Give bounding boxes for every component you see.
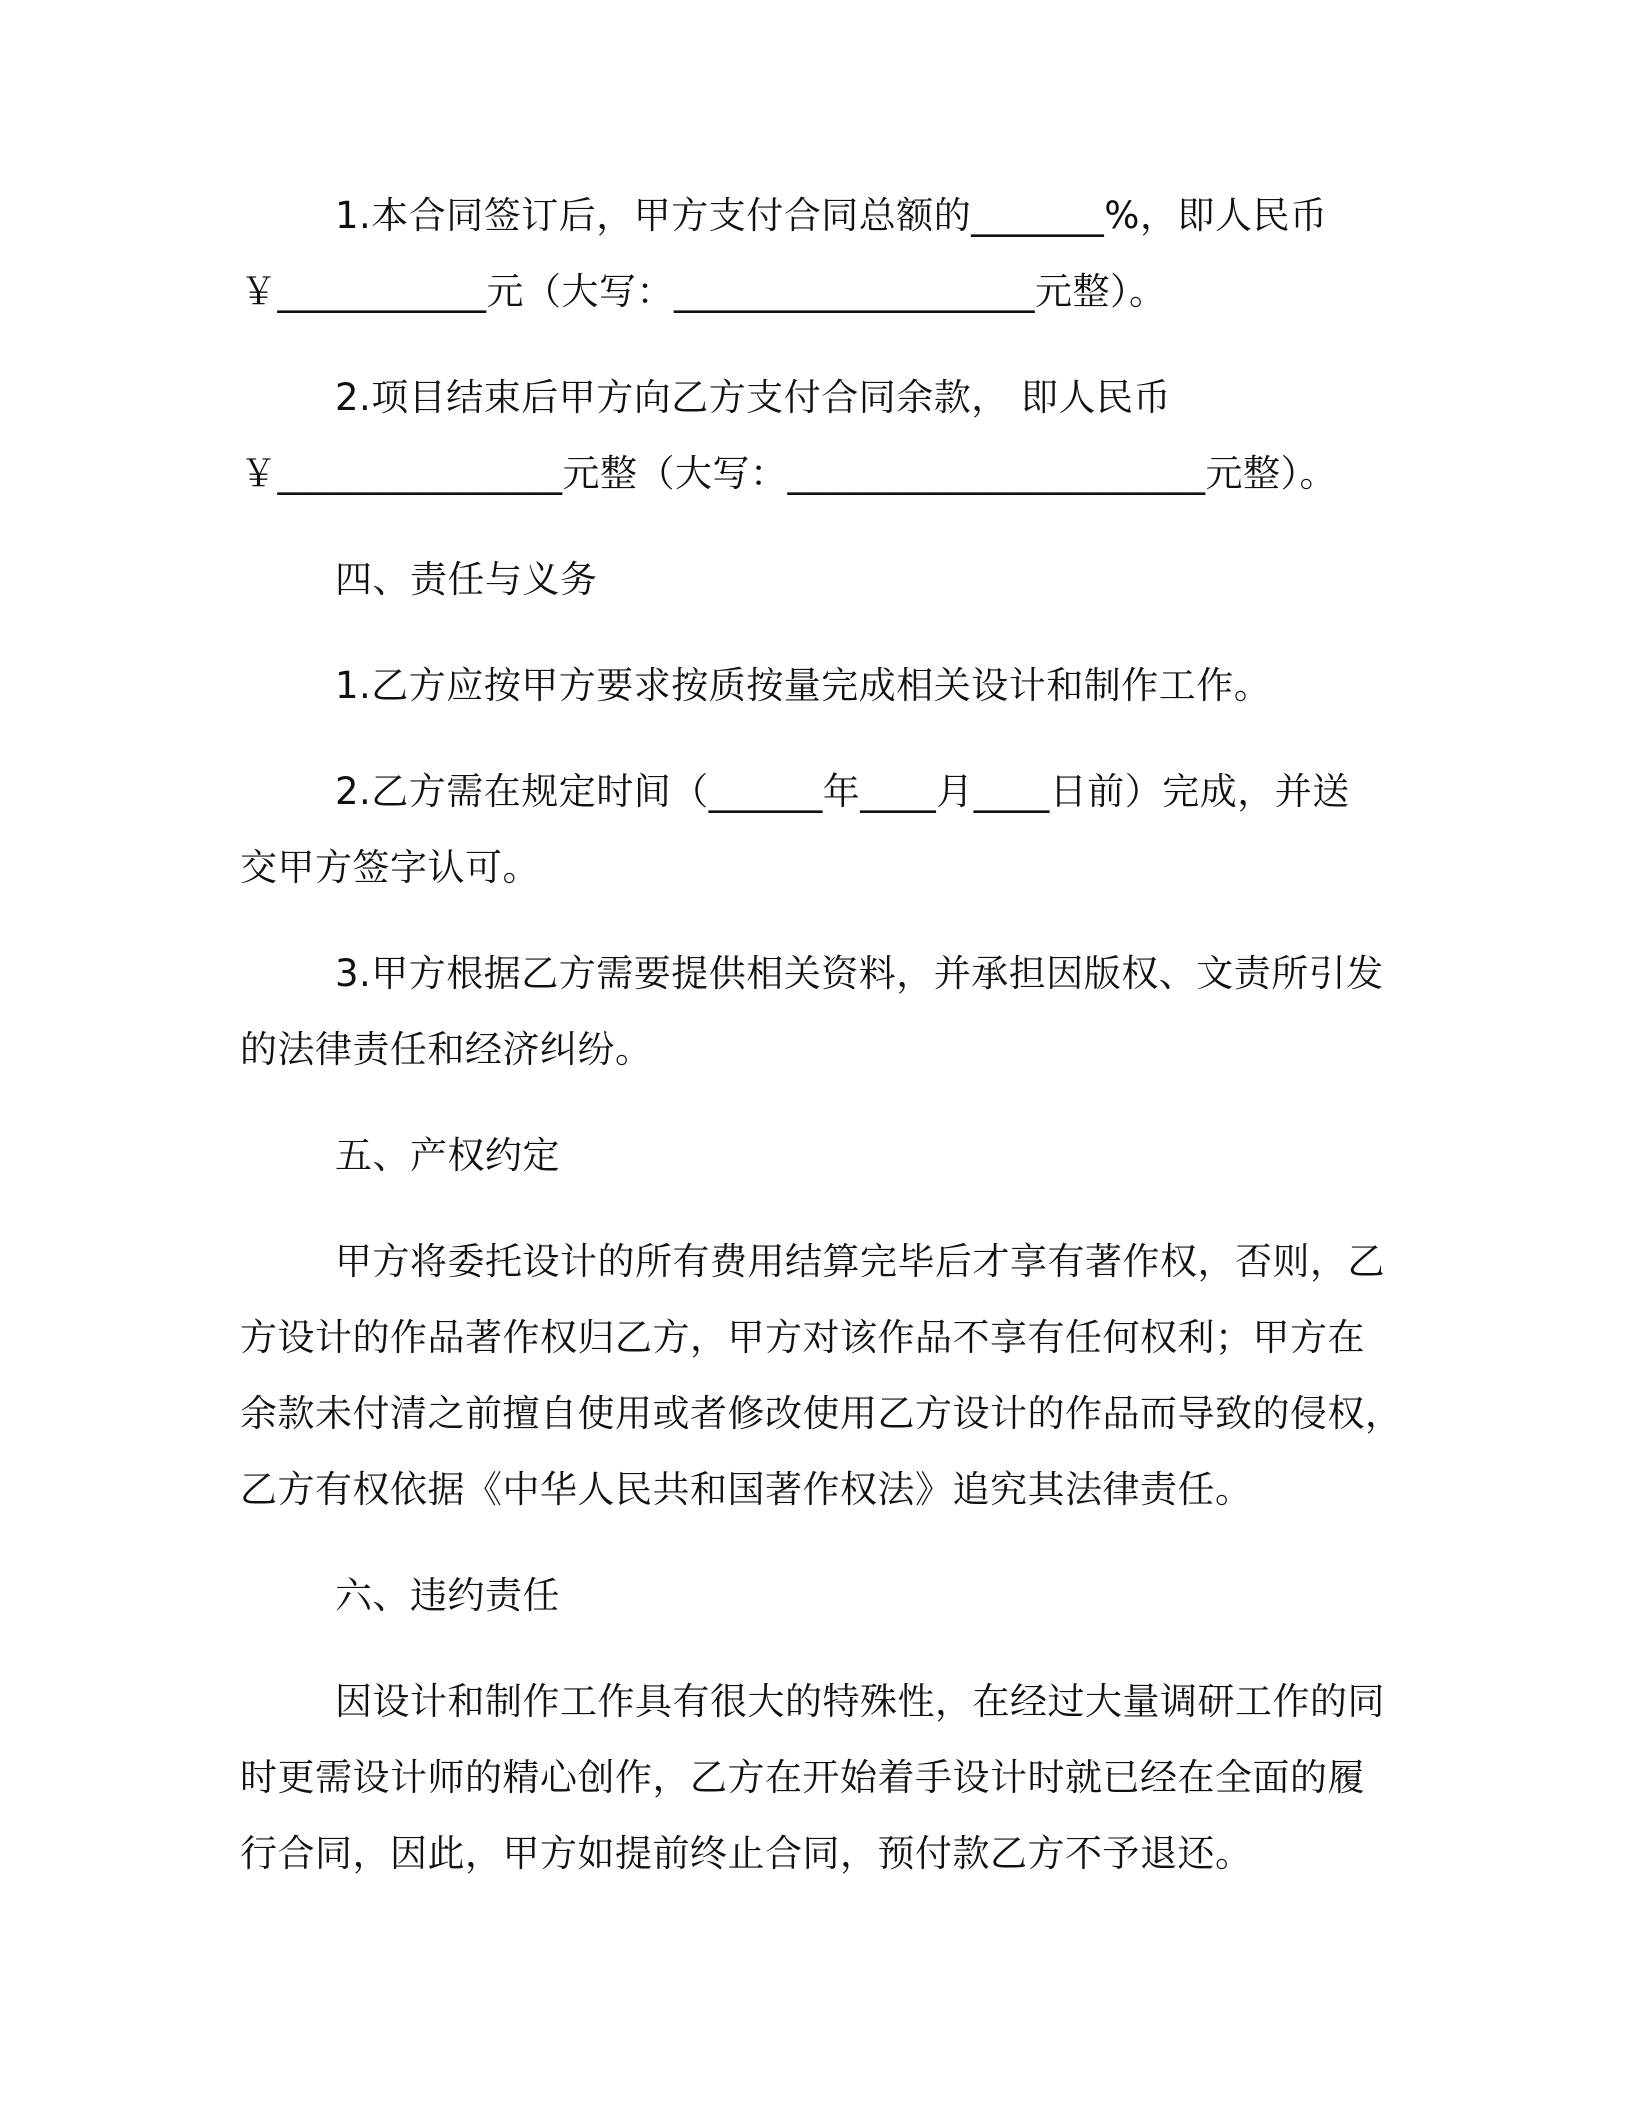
property-rights-line-1: 甲方将委托设计的所有费用结算完毕后才享有著作权，否则，乙 [335, 1240, 1385, 1283]
section-heading-property-rights: 五、产权约定 [335, 1134, 560, 1177]
section-heading-responsibilities: 四、责任与义务 [335, 558, 598, 601]
payment-clause-1-line-1: 1.本合同签订后，甲方支付合同总额的_______%，即人民币 [335, 194, 1328, 237]
property-rights-line-2: 方设计的作品著作权归乙方，甲方对该作品不享有任何权利；甲方在 [240, 1316, 1365, 1359]
payment-clause-1-line-2: ￥___________元（大写：___________________元整）。 [240, 270, 1167, 313]
responsibility-clause-2-line-2: 交甲方签字认可。 [240, 846, 540, 889]
responsibility-clause-3-line-1: 3.甲方根据乙方需要提供相关资料，并承担因版权、文责所引发 [335, 952, 1384, 995]
responsibility-clause-2-line-1: 2.乙方需在规定时间（______年____月____日前）完成，并送 [335, 770, 1350, 813]
payment-clause-2-line-1: 2.项目结束后甲方向乙方支付合同余款， 即人民币 [335, 376, 1172, 419]
responsibility-clause-1: 1.乙方应按甲方要求按质按量完成相关设计和制作工作。 [335, 664, 1272, 707]
breach-line-1: 因设计和制作工作具有很大的特殊性，在经过大量调研工作的同 [335, 1680, 1385, 1723]
property-rights-line-4: 乙方有权依据《中华人民共和国著作权法》追究其法律责任。 [240, 1468, 1253, 1511]
breach-line-2: 时更需设计师的精心创作，乙方在开始着手设计时就已经在全面的履 [240, 1756, 1365, 1799]
payment-clause-2-line-2: ￥_______________元整（大写：______________________元整）。 [240, 452, 1337, 495]
property-rights-line-3: 余款未付清之前擅自使用或者修改使用乙方设计的作品而导致的侵权， [240, 1392, 1403, 1435]
breach-line-3: 行合同，因此，甲方如提前终止合同，预付款乙方不予退还。 [240, 1832, 1253, 1875]
section-heading-breach: 六、违约责任 [335, 1574, 560, 1617]
responsibility-clause-3-line-2: 的法律责任和经济纠纷。 [240, 1028, 653, 1071]
